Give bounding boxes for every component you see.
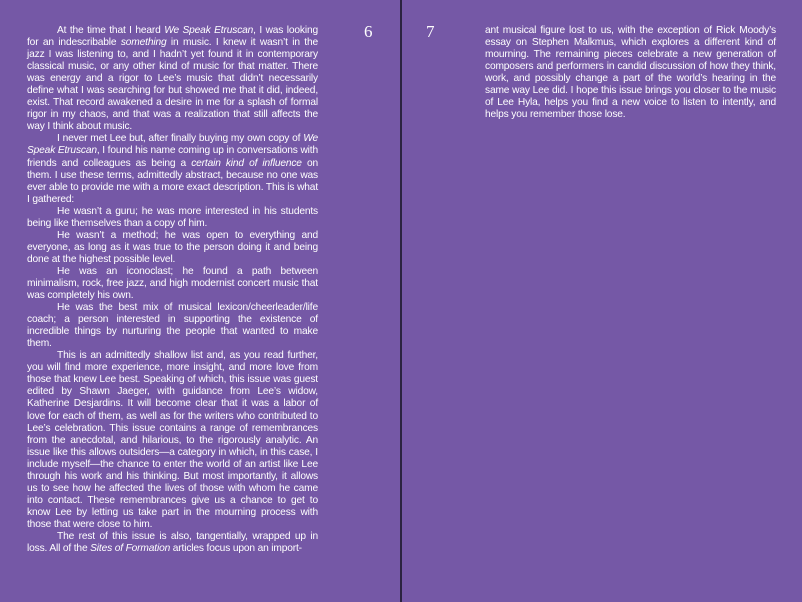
paragraph [27,133,318,205]
italic-text: certain kind of influence [191,157,302,169]
paragraph [27,266,318,302]
text-run: , I was looking for an indescribable [27,25,318,49]
text-run: He was an iconoclast; he found a path between minimalism, rock, free jazz, and high modernist concert music that was completely his own. [27,265,318,302]
italic-text: We Speak Etruscan [164,25,254,36]
paragraph [27,531,318,555]
body-text [27,25,318,555]
text-run: I never met Lee but, after finally buying my own copy of [57,133,304,145]
left-page [0,0,400,602]
italic-text: something [120,37,167,49]
text-run: He was the best mix of musical lexicon/cheerleader/life coach; a person interested in supporting the existence of incredible things by nurturing the people that wanted to make them. [27,302,318,350]
text-run: At the time that I heard [57,25,165,36]
text-run: on them. I use these terms, admittedly abstract, because no one was ever able to provide me with a more exact description. This is what I gathered: [27,157,318,205]
page-number: 7 [426,22,435,41]
page-number: 6 [364,22,373,41]
italic-text: Sites of Formation [90,543,171,555]
paragraph [27,230,318,266]
body-text [485,25,776,121]
paragraph [27,350,318,531]
paragraph [27,302,318,350]
text-run: This is an admittedly shallow list and, as you read further, you will find more experience, more insight, and more love from those that knew Lee best. Speaking of which, this issue was guest edited by Shawn Jaeger, with guidance from Lee’s widow, Katherine Desjardins. It will become clear that it was a labor of love for each of them, as well as for the writers who contributed to Lee’s celebration. This issue contains a range of remembrances from the anecdotal, and hilarious, to the rigorously analytic. An issue like this allows outsiders—a category in which, in this case, I include myself—the chance to enter the world of an artist like Lee through his work and his thinking. But most importantly, it allows us to see how he affected the lives of those with whom he came into contact. These remembrances give us a chance to get to know Lee by letting us take part in the mourning process with those that were close to him. [27,350,318,530]
text-run: The rest of this issue is also, tangentially, wrapped up in loss. All of the [27,530,318,555]
paragraph [485,25,776,121]
text-run: He wasn’t a method; he was open to everything and everyone, as long as it was true to the person doing it and being done at the highest possible level. [27,229,318,265]
paragraph [27,25,318,133]
text-run: articles focus upon an import- [170,543,302,555]
right-page [402,0,802,602]
text-run: , I found his name coming up in conversations with friends and colleagues as being a [27,145,318,169]
italic-text: We Speak Etruscan [27,133,318,157]
text-run: ant musical figure lost to us, with the exception of Rick Moody’s essay on Stephen Malkmus, which explores a different kind of mourning. The remaining pieces celebrate a new generation of composers and performers in candid discussion of how they think, work, and possibly change a part of the world’s hearing in the same way Lee did. I hope this issue brings you closer to the music of Lee Hyla, helps you find a new voice to listen to intently, and helps you remember those lose. [485,25,776,121]
text-run: in music. I knew it wasn’t in the jazz I was listening to, and I hadn’t yet found it in contemporary classical music, or any other kind of music for that matter. There was energy and a rigor to Lee’s music that didn’t necessarily define what I was searching for but showed me that it did, indeed, exist. That record awakened a desire in me for a splash of formal rigor in my chaos, and that was a realization that still affects the way I think about music. [27,37,318,133]
paragraph [27,206,318,230]
text-run: He wasn’t a guru; he was more interested in his students being like themselves than a copy of him. [27,205,318,229]
